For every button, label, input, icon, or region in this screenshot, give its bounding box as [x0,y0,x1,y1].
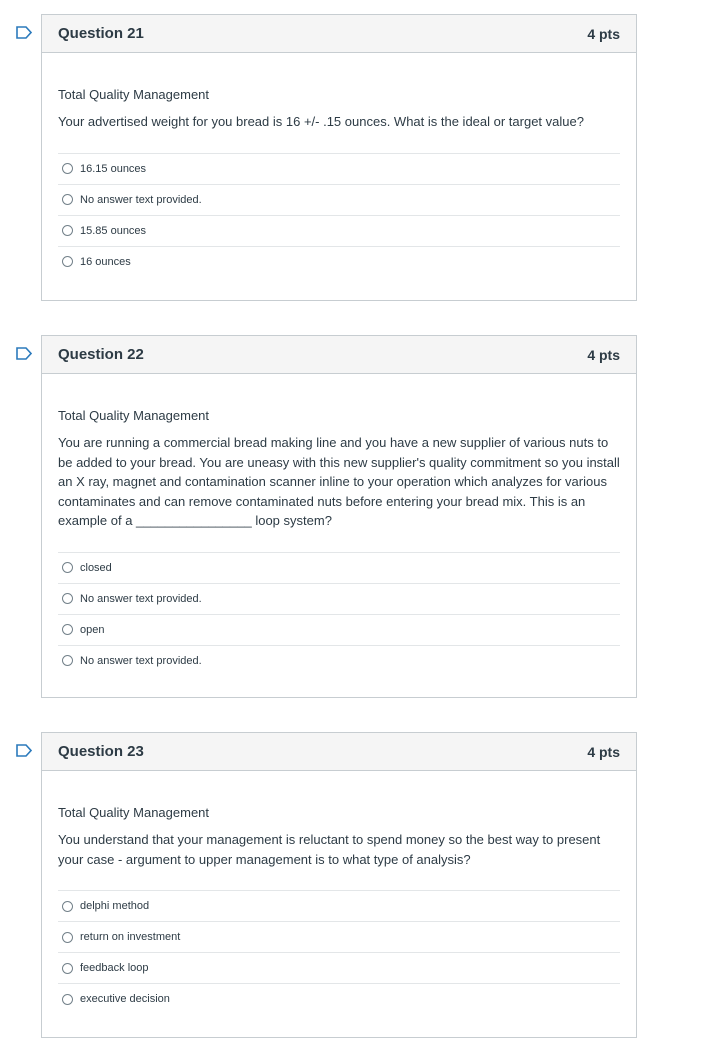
question-title: Question 21 [58,25,144,42]
question-text: Your advertised weight for you bread is 16 +/- .15 ounces. What is the ideal or target value? [58,114,584,129]
answer-option[interactable] [58,153,620,184]
answer-option[interactable] [58,983,620,1014]
question-title: Question 23 [58,743,144,760]
radio-button[interactable] [62,225,73,236]
radio-button[interactable] [62,901,73,912]
answer-list [58,153,620,277]
answer-label: 16 ounces [80,255,131,268]
answer-option[interactable] [58,890,620,921]
radio-button[interactable] [62,256,73,267]
question-points: 4 pts [587,346,620,363]
question-card-23 [41,732,637,1038]
radio-button[interactable] [62,194,73,205]
question-text: You understand that your management is reluctant to spend money so the best way to present your case - argument to upper management is to what type of analysis? [58,832,601,867]
answer-label: closed [80,561,112,574]
answer-option[interactable] [58,184,620,215]
answer-label: 16.15 ounces [80,162,147,175]
answer-label: delphi method [80,900,150,912]
answer-option[interactable] [58,583,620,614]
flag-icon[interactable] [16,26,32,39]
answer-option[interactable] [58,952,620,983]
answer-label: No answer text provided. [80,193,202,206]
answer-label: open [80,623,105,636]
radio-button[interactable] [62,624,73,635]
answer-list [58,552,620,676]
answer-label: return on investment [80,931,181,943]
question-body [42,805,636,1014]
radio-button[interactable] [62,994,73,1005]
question-points: 4 pts [587,25,620,42]
answer-option[interactable] [58,921,620,952]
answer-label: executive decision [80,993,170,1005]
question-body [42,408,636,676]
radio-button[interactable] [62,655,73,666]
question-topic: Total Quality Management [58,805,210,820]
question-topic: Total Quality Management [58,87,210,102]
question-text: You are running a commercial bread making line and you have a new supplier of various nuts to be added to your bread. You are uneasy with this new supplier's quality commitment so you install an X ray, magnet and contamination scanner inline to your operation which analyzes for various contaminates and can remove contaminated nuts before entering your bread mix. This is an example of a ________________ loop system? [58,435,620,528]
answer-option[interactable] [58,246,620,277]
answer-label: feedback loop [80,962,149,974]
answer-label: No answer text provided. [80,592,202,605]
answer-option[interactable] [58,552,620,583]
radio-button[interactable] [62,963,73,974]
question-points: 4 pts [587,743,620,760]
radio-button[interactable] [62,163,73,174]
question-header [42,336,636,374]
question-title: Question 22 [58,346,144,363]
answer-label: 15.85 ounces [80,224,147,237]
radio-button[interactable] [62,932,73,943]
question-card-21 [41,14,637,301]
radio-button[interactable] [62,562,73,573]
radio-button[interactable] [62,593,73,604]
answer-label: No answer text provided. [80,654,202,667]
question-header [42,733,636,771]
answer-list [58,890,620,1014]
question-header [42,15,636,53]
answer-option[interactable] [58,215,620,246]
question-topic: Total Quality Management [58,408,210,423]
flag-icon[interactable] [16,744,32,757]
question-body [42,87,636,277]
answer-option[interactable] [58,645,620,676]
question-card-22 [41,335,637,698]
answer-option[interactable] [58,614,620,645]
flag-icon[interactable] [16,347,32,360]
